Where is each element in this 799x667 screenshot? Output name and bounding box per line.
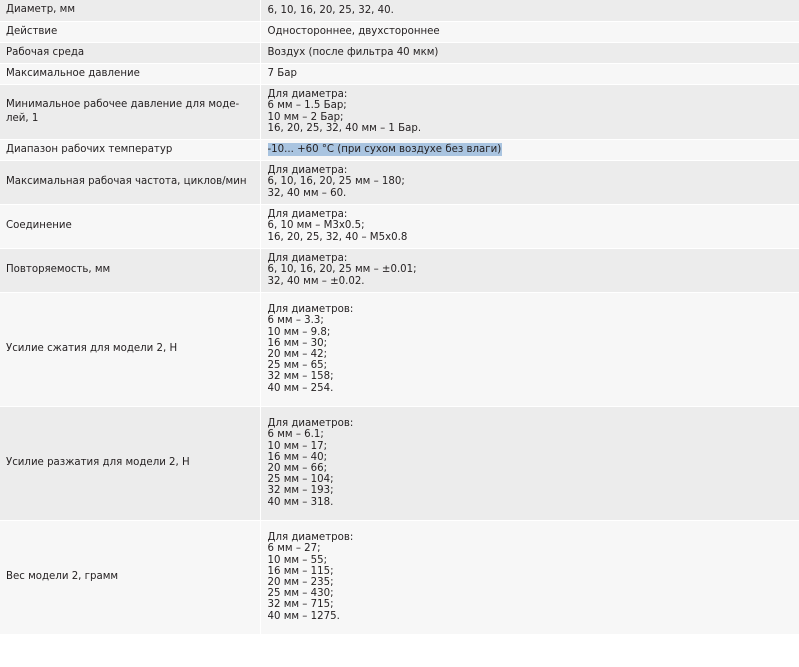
spec-value-line: Для диаметров:	[267, 532, 354, 544]
spec-row	[0, 21, 799, 42]
spec-value-line: Для диаметра:	[267, 209, 348, 221]
spec-value-line: 40 мм – 318.	[267, 496, 334, 508]
spec-row	[0, 0, 799, 21]
spec-value-cell	[260, 84, 799, 139]
spec-param-label	[0, 139, 260, 160]
spec-value-line: 6, 10, 16, 20, 25, 32, 40.	[267, 4, 394, 16]
spec-param-label	[0, 84, 260, 139]
spec-value-line: 6, 10 мм – М3х0.5;	[267, 220, 365, 232]
spec-row	[0, 63, 799, 84]
spec-value-line: Для диаметра:	[267, 89, 348, 101]
spec-value-line: Воздух (после фильтра 40 мкм)	[267, 46, 439, 58]
spec-value-line: 20 мм – 66;	[267, 463, 328, 474]
spec-value-line: 32 мм – 715;	[267, 599, 334, 611]
spec-value-cell	[260, 520, 799, 634]
spec-value-cell	[260, 21, 799, 42]
spec-value-line: Для диаметров:	[267, 304, 354, 316]
spec-value-line: 40 мм – 254.	[267, 382, 334, 394]
spec-value-line: 32 мм – 193;	[267, 485, 334, 497]
spec-value-cell	[260, 42, 799, 63]
spec-row	[0, 248, 799, 292]
spec-value-line: 10 мм – 17;	[267, 440, 328, 452]
spec-value-cell	[260, 406, 799, 520]
spec-param-label	[0, 248, 260, 292]
spec-row	[0, 160, 799, 204]
spec-param-label	[0, 21, 260, 42]
spec-param-label	[0, 160, 260, 204]
spec-param-label	[0, 42, 260, 63]
spec-param-text: Максимальное давление	[6, 67, 140, 79]
spec-value-line: 6 мм – 1.5 Бар;	[267, 100, 347, 112]
spec-row	[0, 292, 799, 406]
spec-value-line: 20 мм – 42;	[267, 349, 328, 360]
spec-param-label	[0, 204, 260, 248]
spec-value-line: 16, 20, 25, 32, 40 – М5х0.8	[267, 231, 408, 243]
spec-row	[0, 204, 799, 248]
spec-param-text: Повторяемость, мм	[6, 264, 111, 275]
spec-value-line: 10 мм – 9.8;	[267, 326, 331, 338]
spec-value-line: 7 Бар	[267, 67, 297, 79]
spec-value-line: 20 мм – 235;	[267, 577, 334, 588]
spec-row	[0, 520, 799, 634]
spec-param-text: Максимальная рабочая частота, циклов/мин	[6, 176, 247, 187]
spec-value-line: Одностороннее, двухстороннее	[267, 25, 440, 37]
spec-value-cell	[260, 292, 799, 406]
spec-value-line: 32, 40 мм – 60.	[267, 187, 347, 199]
spec-value-cell	[260, 139, 799, 160]
spec-param-label	[0, 0, 260, 21]
spec-param-text: Минимальное рабочее давление для моде-	[6, 98, 240, 110]
spec-value-line: 16, 20, 25, 32, 40 мм – 1 Бар.	[267, 122, 422, 134]
spec-value-cell	[260, 248, 799, 292]
spec-param-text: Усилие сжатия для модели 2, Н	[6, 343, 178, 354]
spec-value-line: 16 мм – 115;	[267, 565, 334, 577]
spec-value-line: 40 мм – 1275.	[267, 610, 340, 622]
spec-value-line: 32 мм – 158;	[267, 371, 334, 383]
selected-text-highlight[interactable]: -10... +60 °С (при сухом воздухе без влаги)	[267, 143, 502, 155]
spec-value-line: 32, 40 мм – ±0.02.	[267, 275, 365, 287]
spec-param-label	[0, 292, 260, 406]
spec-value-line: 10 мм – 55;	[267, 554, 328, 566]
spec-param-text: Действие	[6, 25, 58, 37]
spec-value-cell	[260, 204, 799, 248]
spec-param-label	[0, 520, 260, 634]
spec-row	[0, 139, 799, 160]
spec-param-label	[0, 406, 260, 520]
spec-value-line: 25 мм – 430;	[267, 588, 334, 600]
spec-value-line: 25 мм – 104;	[267, 474, 334, 486]
spec-param-text: Усилие разжатия для модели 2, Н	[6, 457, 190, 468]
spec-param-label	[0, 63, 260, 84]
spec-value-line: 6 мм – 6.1;	[267, 429, 324, 441]
spec-row	[0, 84, 799, 139]
spec-value-line: 6, 10, 16, 20, 25 мм – ±0.01;	[267, 264, 417, 276]
spec-value-cell	[260, 160, 799, 204]
spec-param-text: лей, 1	[6, 112, 39, 124]
spec-param-text: Соединение	[6, 220, 72, 231]
spec-value-line: Для диаметра:	[267, 165, 348, 177]
spec-value-line: 25 мм – 65;	[267, 360, 328, 372]
spec-value-cell	[260, 0, 799, 21]
spec-row	[0, 406, 799, 520]
spec-value-line	[268, 144, 799, 155]
spec-value-line: 6 мм – 3.3;	[267, 315, 324, 327]
spec-param-text: Диаметр, мм	[6, 4, 76, 16]
spec-value-line: 16 мм – 30;	[267, 337, 328, 349]
spec-param-text: Вес модели 2, грамм	[6, 571, 119, 582]
spec-row	[0, 42, 799, 63]
spec-value-line: 6, 10, 16, 20, 25 мм – 180;	[267, 176, 405, 188]
spec-value-line: Для диаметра:	[267, 253, 348, 265]
spec-value-line: Для диаметров:	[267, 418, 354, 430]
spec-value-line: 16 мм – 40;	[267, 451, 328, 463]
spec-param-text: Диапазон рабочих температур	[6, 143, 173, 155]
spec-value-line: 10 мм – 2 Бар;	[267, 111, 344, 123]
spec-param-text: Рабочая среда	[6, 46, 85, 58]
spec-value-line: 6 мм – 27;	[267, 543, 321, 555]
spec-value-cell	[260, 63, 799, 84]
